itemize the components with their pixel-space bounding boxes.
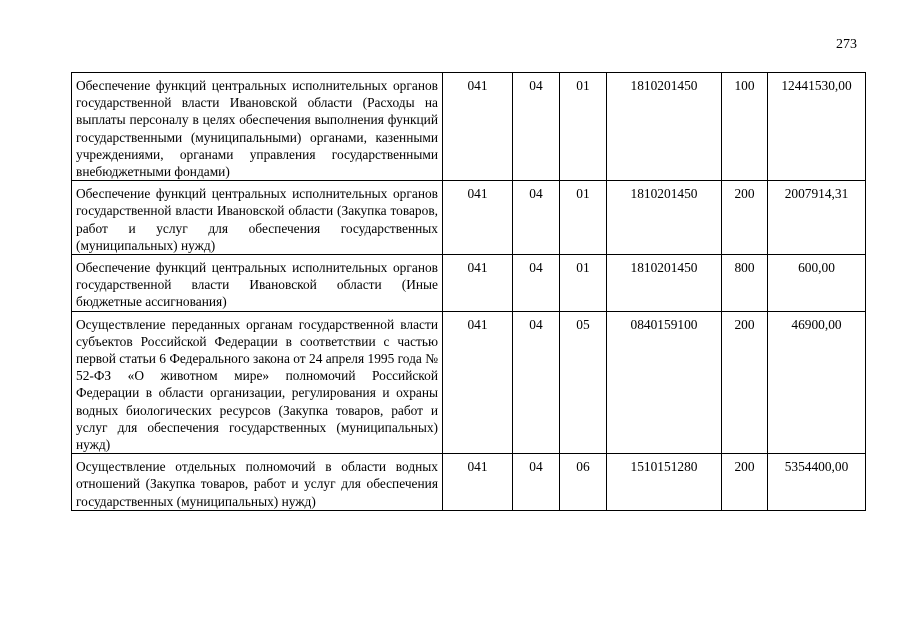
- expense-description: Обеспечение функций центральных исполнительных органов государственной власти Ивановской области (Иные бюджетные ассигнования): [72, 255, 443, 312]
- expense-type-code: 100: [722, 73, 768, 181]
- amount: 12441530,00: [768, 73, 866, 181]
- expense-type-code: 800: [722, 255, 768, 312]
- target-article-code: 1810201450: [607, 255, 722, 312]
- subsection-code: 01: [560, 255, 607, 312]
- expense-description: Осуществление отдельных полномочий в области водных отношений (Закупка товаров, работ и услуг для обеспечения государственных (муниципальных) нужд): [72, 454, 443, 511]
- amount: 5354400,00: [768, 454, 866, 511]
- amount: 2007914,31: [768, 181, 866, 255]
- expense-type-code: 200: [722, 181, 768, 255]
- section-code: 04: [513, 454, 560, 511]
- expense-description: Осуществление переданных органам государственной власти субъектов Российской Федерации в соответствии с частью первой статьи 6 Федерального закона от 24 апреля 1995 года № 52-ФЗ «О животном мире» полномочий Российской Федерации в области организации, регулирования и охраны водных биологических ресурсов (Закупка товаров, работ и услуг для обеспечения государственных (муниципальных) нужд): [72, 311, 443, 454]
- target-article-code: 0840159100: [607, 311, 722, 454]
- amount: 600,00: [768, 255, 866, 312]
- expense-description: Обеспечение функций центральных исполнительных органов государственной власти Ивановской области (Закупка товаров, работ и услуг для обеспечения государственных (муниципальных) нужд): [72, 181, 443, 255]
- target-article-code: 1510151280: [607, 454, 722, 511]
- section-code: 04: [513, 181, 560, 255]
- page-number: 273: [836, 37, 857, 52]
- table-row: [72, 181, 866, 255]
- subsection-code: 05: [560, 311, 607, 454]
- admin-code: 041: [443, 454, 513, 511]
- target-article-code: 1810201450: [607, 181, 722, 255]
- admin-code: 041: [443, 311, 513, 454]
- table-row: [72, 73, 866, 181]
- table-row: [72, 255, 866, 312]
- section-code: 04: [513, 73, 560, 181]
- expense-type-code: 200: [722, 311, 768, 454]
- table-row: [72, 454, 866, 511]
- expense-description: Обеспечение функций центральных исполнительных органов государственной власти Ивановской области (Расходы на выплаты персоналу в целях обеспечения выполнения функций государственными (муниципальными) органами, казенными учреждениями, органами управления государственными внебюджетными фондами): [72, 73, 443, 181]
- subsection-code: 01: [560, 181, 607, 255]
- section-code: 04: [513, 311, 560, 454]
- expense-type-code: 200: [722, 454, 768, 511]
- target-article-code: 1810201450: [607, 73, 722, 181]
- section-code: 04: [513, 255, 560, 312]
- subsection-code: 01: [560, 73, 607, 181]
- admin-code: 041: [443, 181, 513, 255]
- table-row: [72, 311, 866, 454]
- subsection-code: 06: [560, 454, 607, 511]
- budget-table: [71, 72, 866, 511]
- admin-code: 041: [443, 255, 513, 312]
- admin-code: 041: [443, 73, 513, 181]
- amount: 46900,00: [768, 311, 866, 454]
